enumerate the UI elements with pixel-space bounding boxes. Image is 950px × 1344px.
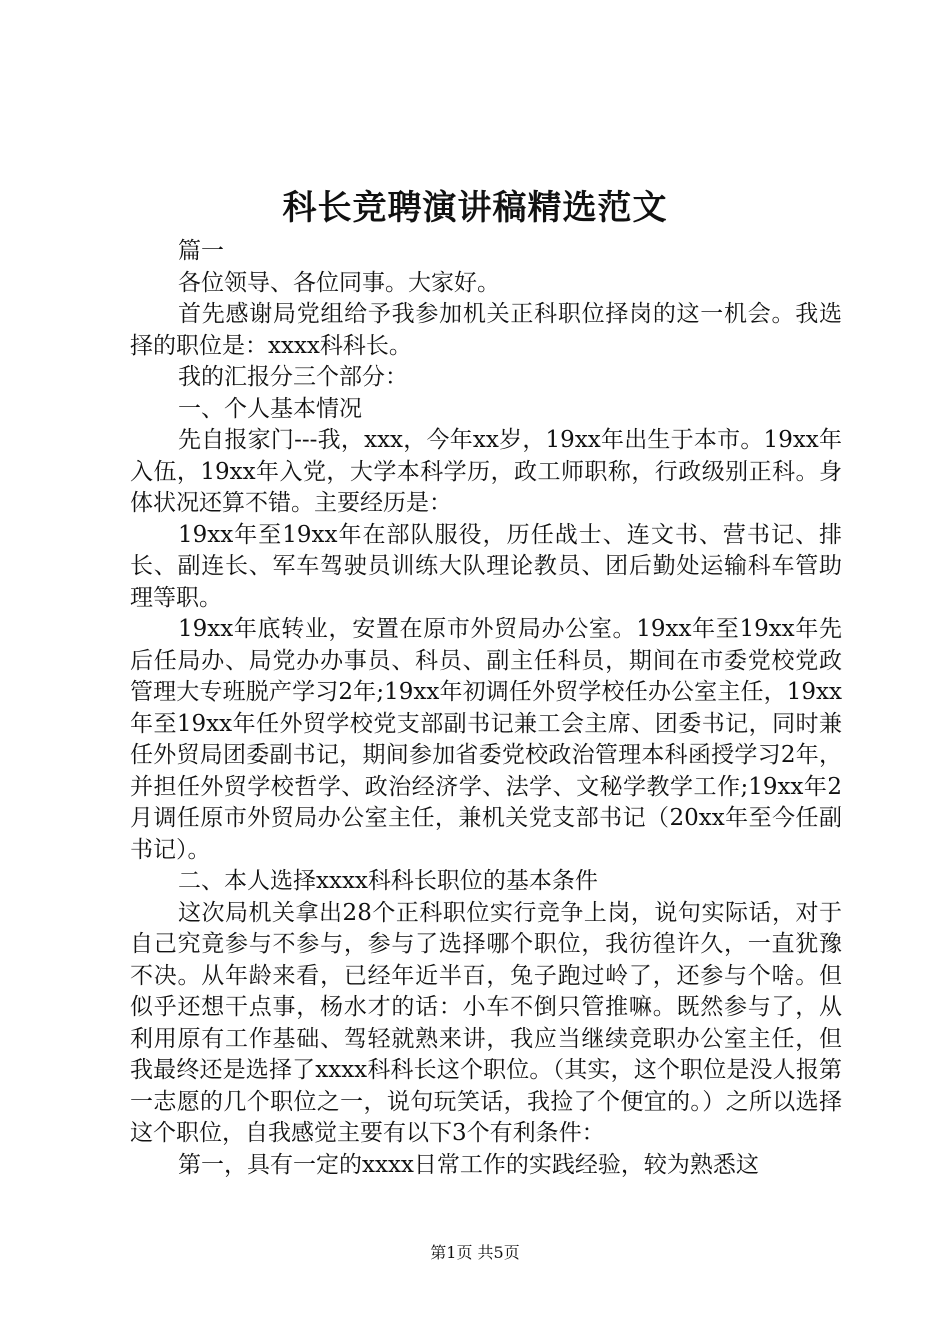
section-heading: 二、本人选择xxxx科科长职位的基本条件 [178,868,598,894]
paragraph: 先自报家门---我，xxx，今年xx岁，19xx年出生于本市。19xx年入伍，19xx年入党，大学本科学历，政工师职称，行政级别正科。身体状况还算不错。主要经历是： [130,427,842,516]
paragraph: 首先感谢局党组给予我参加机关正科职位择岗的这一机会。我选择的职位是：xxxx科科长。 [130,301,842,359]
page-footer: 第1页 共5页 [430,1243,520,1262]
paragraph: 我的汇报分三个部分： [178,364,408,390]
paragraph: 19xx年至19xx年在部队服役，历任战士、连文书、营书记、排长、副连长、军车驾驶员训练大队理论教员、团后勤处运输科车管助理等职。 [130,521,842,611]
paragraph: 19xx年底转业，安置在原市外贸局办公室。19xx年至19xx年先后任局办、局党办办事员、科员、副主任科员，期间在市委党校党政管理大专班脱产学习2年;19xx年初调任外贸学校任办公室主任，19xx年至19xx年任外贸学校党支部副书记兼工会主席、团委书记，同时兼任外贸局团委副书记，期间参加省委党校政治管理本科函授学习2年，并担任外贸学校哲学、政治经济学、法学、文秘学教学工作;19xx年2月调任原市外贸局办公室主任，兼机关党支部书记（20xx年至今任副书记）。 [130,616,842,863]
paragraph: 篇一 [178,238,224,264]
section-heading: 一、个人基本情况 [178,395,362,422]
document-body [130,236,842,1181]
paragraph: 第一，具有一定的xxxx日常工作的实践经验，较为熟悉这 [178,1151,759,1178]
paragraph: 各位领导、各位同事。大家好。 [178,269,500,296]
document-title: 科长竞聘演讲稿精选范文 [282,188,668,228]
paragraph: 这次局机关拿出28个正科职位实行竞争上岗，说句实际话，对于自己究竟参与不参与，参与了选择哪个职位，我彷徨许久，一直犹豫不决。从年龄来看，已经年近半百，兔子跑过岭了，还参与个啥。但似乎还想干点事，杨水才的话：小车不倒只管推嘛。既然参与了，从利用原有工作基础、驾轻就熟来讲，我应当继续竞职办公室主任，但我最终还是选择了xxxx科科长这个职位。（其实，这个职位是没人报第一志愿的几个职位之一，说句玩笑话，我捡了个便宜的。）之所以选择这个职位，自我感觉主要有以下3个有利条件： [130,899,842,1146]
